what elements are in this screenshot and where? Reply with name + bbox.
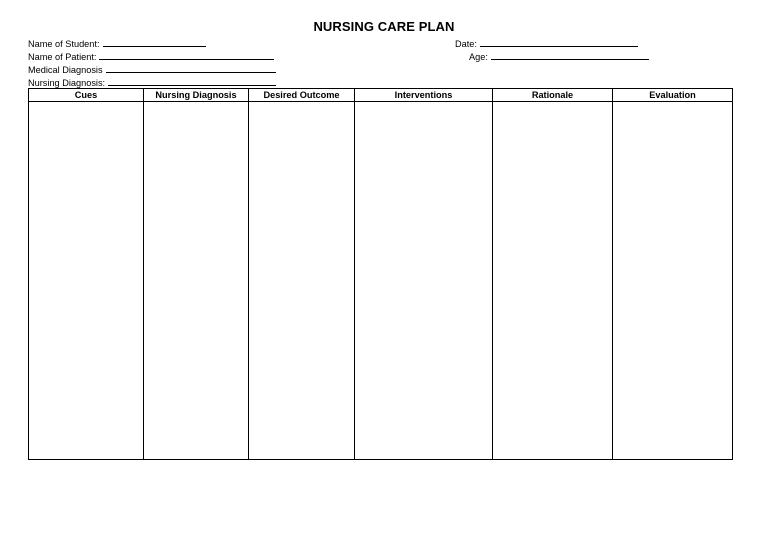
date-label: Date: [455, 39, 477, 49]
cell-rationale[interactable] [493, 102, 613, 460]
cell-interventions[interactable] [355, 102, 493, 460]
cell-cues[interactable] [29, 102, 144, 460]
header-evaluation: Evaluation [613, 89, 733, 102]
medical-diagnosis-label: Medical Diagnosis [28, 65, 103, 75]
nursing-diagnosis-blank[interactable] [108, 76, 276, 86]
patient-name-field [28, 50, 274, 63]
cell-evaluation[interactable] [613, 102, 733, 460]
patient-name-blank[interactable] [99, 50, 274, 60]
header-cues: Cues [29, 89, 144, 102]
nursing-diagnosis-label: Nursing Diagnosis: [28, 78, 106, 88]
date-field [455, 37, 638, 50]
page-title: NURSING CARE PLAN [313, 19, 455, 34]
student-name-label: Name of Student: [28, 39, 100, 49]
student-name-blank[interactable] [103, 37, 206, 47]
date-blank[interactable] [480, 37, 638, 47]
patient-name-label: Name of Patient: [28, 52, 97, 62]
student-name-field [28, 37, 206, 50]
age-field [469, 50, 649, 63]
table-row [29, 102, 733, 460]
table-header-row [29, 89, 733, 102]
header-interventions: Interventions [355, 89, 493, 102]
care-plan-table [28, 88, 733, 460]
cell-nursing-diagnosis[interactable] [144, 102, 249, 460]
cell-desired-outcome[interactable] [249, 102, 355, 460]
header-desired-outcome: Desired Outcome [249, 89, 355, 102]
header-rationale: Rationale [493, 89, 613, 102]
age-blank[interactable] [491, 50, 649, 60]
header-nursing-diagnosis: Nursing Diagnosis [144, 89, 249, 102]
age-label: Age: [469, 52, 488, 62]
medical-diagnosis-field [28, 63, 276, 76]
medical-diagnosis-blank[interactable] [106, 63, 276, 73]
